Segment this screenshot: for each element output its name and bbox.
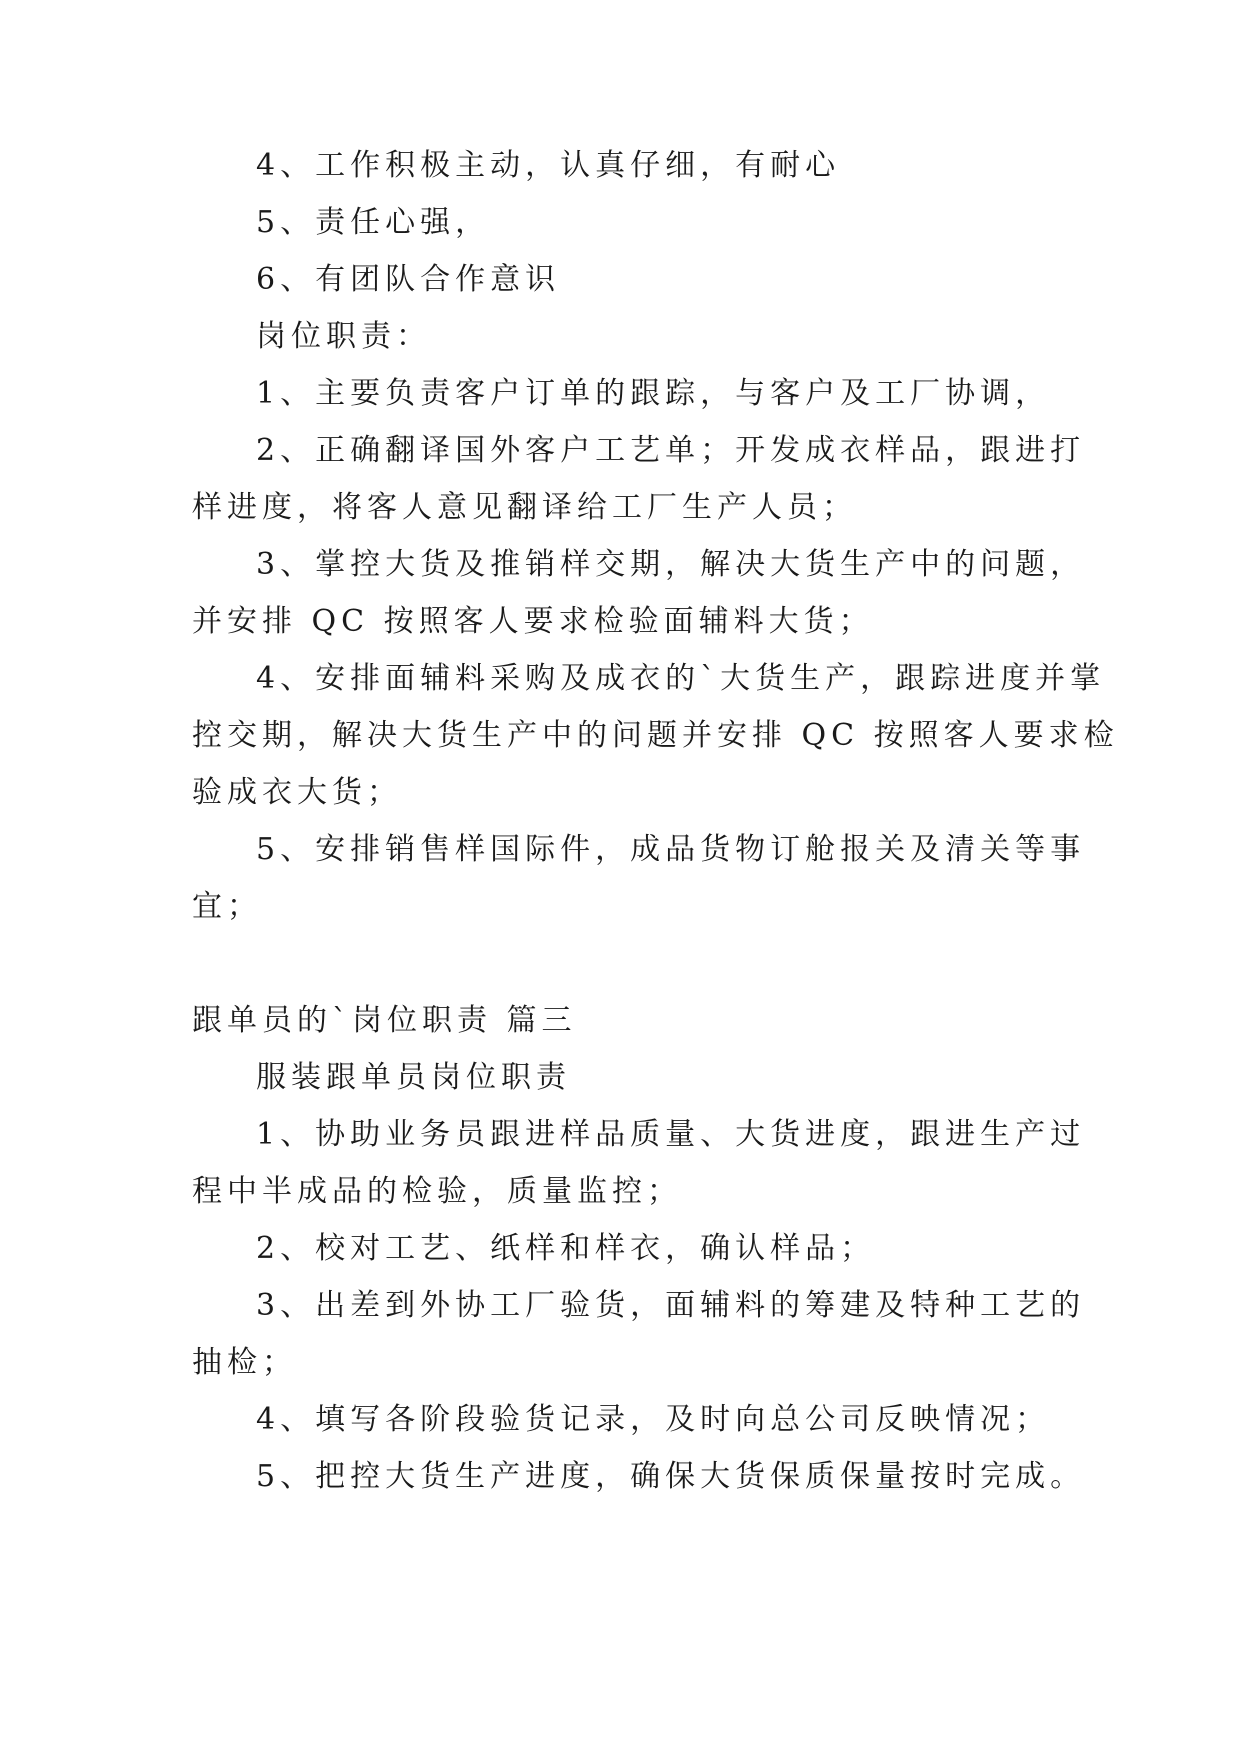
duty-3-line-1: 3、掌控大货及推销样交期，解决大货生产中的问题， — [256, 547, 1086, 582]
requirement-5: 5、责任心强， — [256, 205, 491, 240]
item-3-line-1: 3、出差到外协工厂验货，面辅料的筹建及特种工艺的 — [256, 1288, 1086, 1323]
duty-4-line-2: 控交期，解决大货生产中的问题并安排 QC 按照客人要求检 — [192, 718, 1119, 753]
item-3-line-2: 抽检； — [192, 1345, 297, 1380]
duty-1-line-1: 1、主要负责客户订单的跟踪，与客户及工厂协调， — [256, 376, 1051, 411]
requirement-4: 4、工作积极主动，认真仔细，有耐心 — [256, 148, 841, 183]
item-4-line-1: 4、填写各阶段验货记录，及时向总公司反映情况； — [256, 1402, 1051, 1437]
item-5-line-1: 5、把控大货生产进度，确保大货保质保量按时完成。 — [256, 1459, 1086, 1494]
duty-5-line-2: 宜； — [192, 889, 262, 924]
item-1-line-1: 1、协助业务员跟进样品质量、大货进度，跟进生产过 — [256, 1117, 1086, 1152]
duty-2-line-1: 2、正确翻译国外客户工艺单；开发成衣样品，跟进打 — [256, 433, 1086, 468]
duty-3-line-2: 并安排 QC 按照客人要求检验面辅料大货； — [192, 604, 874, 639]
duty-5-line-1: 5、安排销售样国际件，成品货物订舱报关及清关等事 — [256, 832, 1086, 867]
duty-2-line-2: 样进度，将客人意见翻译给工厂生产人员； — [192, 490, 857, 525]
duty-4-line-1: 4、安排面辅料采购及成衣的`大货生产，跟踪进度并掌 — [256, 661, 1106, 696]
section-three-subtitle: 服装跟单员岗位职责 — [256, 1060, 571, 1095]
item-1-line-2: 程中半成品的检验，质量监控； — [192, 1174, 682, 1209]
item-2-line-1: 2、校对工艺、纸样和样衣，确认样品； — [256, 1231, 876, 1266]
section-three-title: 跟单员的`岗位职责 篇三 — [192, 1003, 577, 1038]
duty-4-line-3: 验成衣大货； — [192, 775, 402, 810]
requirement-6: 6、有团队合作意识 — [256, 262, 561, 297]
duties-heading: 岗位职责： — [256, 319, 431, 354]
